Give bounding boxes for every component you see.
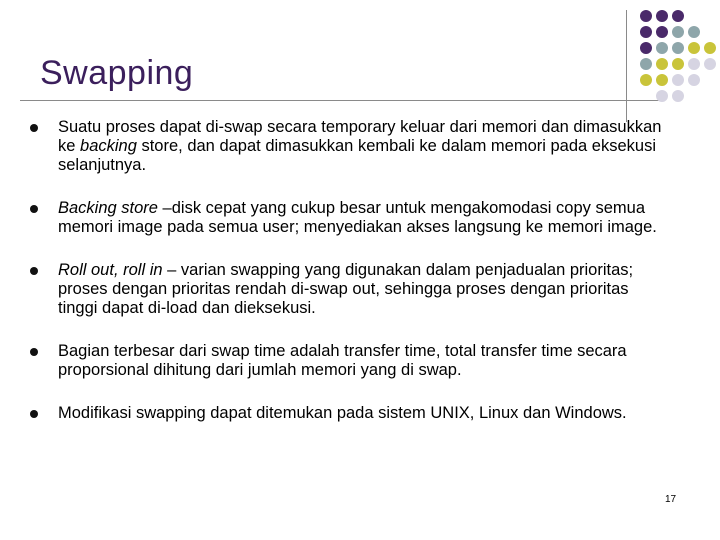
bullet-text (58, 404, 627, 422)
bullet-icon (30, 348, 38, 356)
decorative-dot (640, 74, 652, 86)
italic-term: Backing store (58, 199, 158, 217)
text-segment: –disk cepat yang cukup besar untuk mengakomodasi copy semua memori image pada semua user; menyediakan akses langsung ke memori image. (58, 199, 657, 236)
bullet-list (30, 118, 670, 447)
bullet-icon (30, 410, 38, 418)
bullet-item (30, 199, 670, 237)
decorative-dot (656, 90, 668, 102)
decorative-dot (688, 42, 700, 54)
italic-term: Roll out, roll in (58, 261, 163, 279)
vertical-divider (626, 10, 627, 122)
bullet-item (30, 118, 670, 175)
decorative-dot (672, 10, 684, 22)
decorative-dot (656, 74, 668, 86)
decorative-dot (688, 26, 700, 38)
decorative-dot (656, 42, 668, 54)
page-number: 17 (665, 494, 677, 505)
decorative-dot (640, 58, 652, 70)
bullet-item (30, 404, 670, 423)
decorative-dot (704, 58, 716, 70)
italic-term: backing (80, 137, 137, 155)
text-segment: store, dan dapat dimasukkan kembali ke dalam memori pada eksekusi selanjutnya. (58, 137, 656, 174)
bullet-text (58, 118, 661, 174)
decorative-dot (672, 26, 684, 38)
bullet-item (30, 342, 670, 380)
slide-title: Swapping (40, 54, 194, 92)
decorative-dot (640, 42, 652, 54)
decorative-dot (656, 26, 668, 38)
decorative-dot (640, 10, 652, 22)
decorative-dot (672, 74, 684, 86)
title-underline (20, 100, 660, 101)
bullet-icon (30, 205, 38, 213)
text-segment: Bagian terbesar dari swap time adalah transfer time, total transfer time secara proporsional dihitung dari jumlah memori yang di swap. (58, 342, 627, 379)
decorative-dot (672, 58, 684, 70)
bullet-item (30, 261, 670, 318)
decorative-dot (656, 58, 668, 70)
decorative-dot (672, 90, 684, 102)
decorative-dot (640, 26, 652, 38)
decorative-dot (672, 42, 684, 54)
bullet-icon (30, 267, 38, 275)
bullet-text (58, 261, 633, 317)
text-segment: Suatu proses dapat di-swap secara temporary keluar dari memori dan dimasukkan ke (58, 118, 662, 155)
decorative-dot (704, 42, 716, 54)
text-segment: – varian swapping yang digunakan dalam penjadualan prioritas; proses dengan prioritas rendah di-swap out, sehingga proses dengan prioritas tinggi dapat di-load dan dieksekusi. (58, 261, 634, 317)
decorative-dot (688, 58, 700, 70)
decorative-dot (688, 74, 700, 86)
decorative-dot-grid (636, 8, 718, 108)
text-segment: Modifikasi swapping dapat ditemukan pada sistem UNIX, Linux dan Windows. (58, 404, 627, 422)
decorative-dot (656, 10, 668, 22)
bullet-text (58, 199, 657, 236)
bullet-icon (30, 124, 38, 132)
bullet-text (58, 342, 627, 379)
